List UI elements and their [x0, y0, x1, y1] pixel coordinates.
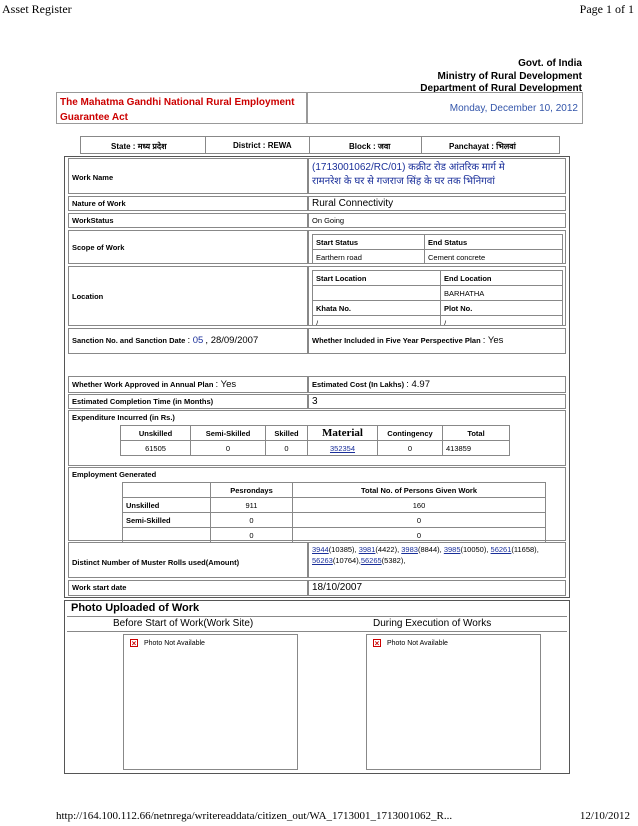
photo-heading: Photo Uploaded of Work [71, 602, 200, 614]
during-label: During Execution of Works [373, 618, 492, 629]
block-value: जवा [377, 142, 391, 151]
act-title-box [56, 92, 307, 124]
khata-label: Khata No. [313, 301, 441, 316]
exp-header-total: Total [443, 426, 510, 441]
muster-amount: (10385) [328, 545, 355, 554]
exp-value-total: 413859 [443, 441, 510, 456]
during-photo-frame [366, 634, 541, 770]
state-field [111, 141, 167, 152]
district-label: District : [233, 141, 266, 150]
emp-row-persons: 160 [293, 498, 546, 513]
end-location-label: End Location [441, 271, 563, 286]
sanction-no: 05 [192, 335, 204, 346]
before-label: Before Start of Work(Work Site) [113, 618, 254, 629]
gov-line-2: Ministry of Rural Development [437, 70, 582, 82]
report-date: Monday, December 10, 2012 [449, 103, 578, 114]
muster-roll-link[interactable]: 3981 [358, 545, 376, 554]
location-bar [80, 136, 560, 154]
plot-label: Plot No. [441, 301, 563, 316]
work-name-label: Work Name [68, 158, 308, 194]
annual-plan-label: Whether Work Approved in Annual Plan [72, 380, 214, 389]
sanction-label: Sanction No. and Sanction Date [72, 336, 186, 345]
emp-row-persons: 0 [293, 528, 546, 543]
block-label: Block : [349, 142, 376, 151]
five-year-value: Yes [487, 335, 504, 346]
emp-row-type: Unskilled [123, 498, 211, 513]
location-table-wrap [308, 266, 566, 326]
muster-roll-link[interactable]: 3983 [401, 545, 418, 554]
employment-label: Employment Generated [72, 470, 157, 479]
broken-image-icon: × [131, 639, 137, 648]
exp-value-skilled: 0 [266, 441, 308, 456]
footer-date: 12/10/2012 [579, 810, 630, 822]
scope-table [312, 234, 563, 264]
nature-value: Rural Connectivity [308, 196, 566, 211]
emp-row-type: Semi-Skilled [123, 513, 211, 528]
muster-roll-link[interactable]: 56263 [312, 555, 333, 565]
muster-amount: (4422) [375, 545, 398, 554]
muster-roll-link[interactable]: 3944 [312, 545, 329, 554]
page-header-left: Asset Register [2, 2, 72, 16]
sanction-date: 28/09/2007 [210, 335, 259, 346]
muster-label: Distinct Number of Muster Rolls used(Amount) [68, 542, 308, 578]
workstatus-label: WorkStatus [68, 213, 308, 228]
emp-row-persondays: 911 [211, 498, 293, 513]
gov-line-3: Department of Rural Development [420, 83, 582, 94]
start-location-value [313, 286, 441, 301]
date-box [307, 92, 583, 124]
act-title-line-1: The Mahatma Gandhi National Rural Employment [60, 97, 295, 108]
nature-label: Nature of Work [68, 196, 308, 211]
start-location-label: Start Location [313, 271, 441, 286]
scope-label: Scope of Work [68, 230, 308, 264]
page-header-right: Page 1 of 1 [579, 2, 634, 16]
emp-row-persondays: 0 [211, 513, 293, 528]
emp-row-persons: 0 [293, 513, 546, 528]
five-year-label: Whether Included in Five Year Perspective Plan [312, 336, 481, 345]
photo-na-text: Photo Not Available [143, 639, 205, 647]
exp-value-semiskilled: 0 [191, 441, 266, 456]
muster-amount: (11658) [511, 545, 537, 554]
sanction-cell: Sanction No. and Sanction Date : 05 , 28/09/2007 [68, 328, 308, 354]
expenditure-label: Expenditure Incurred (in Rs.) [72, 413, 175, 422]
location-table [312, 270, 563, 326]
before-photo-placeholder [130, 639, 205, 647]
expenditure-table [120, 425, 510, 456]
state-label: State : [111, 142, 136, 151]
muster-amount: (8844) [417, 545, 440, 554]
act-title-line-2: Guarantee Act [60, 112, 128, 123]
end-status-value: Cement concrete [425, 250, 563, 265]
emp-header-persons: Total No. of Persons Given Work [293, 483, 546, 498]
exp-value-material[interactable]: 352354 [308, 441, 378, 456]
gov-header [322, 58, 582, 96]
exp-header-material: Material [308, 426, 378, 441]
end-location-value: BARHATHA [441, 286, 563, 301]
before-photo-frame [123, 634, 298, 770]
estimated-cost-cell: Estimated Cost (In Lakhs) : 4.97 [308, 376, 566, 393]
exp-header-unskilled: Unskilled [121, 426, 191, 441]
exp-header-contingency: Contingency [378, 426, 443, 441]
start-status-value: Earthern road [313, 250, 425, 265]
during-photo-placeholder [373, 639, 448, 647]
plot-value: / [441, 316, 563, 327]
panchayat-field [449, 141, 516, 152]
state-value: मध्य प्रदेश [137, 142, 167, 151]
exp-header-semiskilled: Semi-Skilled [191, 426, 266, 441]
completion-label: Estimated Completion Time (in Months) [68, 394, 308, 409]
work-name-line-1: (1713001062/RC/01) कक्रीट रोड आंतरिक मार्ग मे [312, 162, 505, 173]
five-year-cell: Whether Included in Five Year Perspective Plan : Yes [308, 328, 566, 354]
gov-line-1: Govt. of India [518, 58, 582, 69]
emp-row-type [123, 528, 211, 543]
panchayat-value: भिलवां [496, 142, 516, 151]
muster-roll-link[interactable]: 3985 [443, 545, 461, 554]
muster-roll-link[interactable]: 56265 [360, 555, 382, 565]
khata-value: / [313, 316, 441, 327]
employment-table [122, 482, 546, 543]
district-value: REWA [267, 141, 292, 150]
exp-header-skilled: Skilled [266, 426, 308, 441]
block-field [349, 141, 390, 152]
photo-na-text: Photo Not Available [386, 639, 448, 647]
start-date-value: 18/10/2007 [308, 580, 566, 596]
district-field [233, 141, 292, 150]
muster-amount: (10764) [332, 555, 359, 565]
work-name-line-2: रामनरेश के घर से गजराज सिंह के घर तक भिनिगवां [312, 176, 495, 187]
location-label: Location [68, 266, 308, 326]
act-title [57, 93, 306, 127]
estimated-cost-label: Estimated Cost (In Lakhs) [312, 380, 405, 389]
work-name-value [308, 158, 566, 194]
broken-image-icon: × [374, 639, 380, 648]
emp-header-persondays: Pesrondays [211, 483, 293, 498]
muster-amount: (5382) [381, 555, 404, 565]
start-status-label: Start Status [313, 235, 425, 250]
footer-url: http://164.100.112.66/netnrega/writereaddata/citizen_out/WA_1713001_1713001062_R... [56, 810, 453, 822]
muster-roll-link[interactable]: 56261 [490, 545, 512, 554]
exp-value-unskilled: 61505 [121, 441, 191, 456]
muster-list: 3944(10385), 3981(4422), 3983(8844), 3985(10050), 56261(11658), 56263(10764),56265(5382), [308, 542, 566, 578]
annual-plan-cell: Whether Work Approved in Annual Plan : Yes [68, 376, 308, 393]
annual-plan-value: Yes [220, 379, 237, 390]
panchayat-label: Panchayat : [449, 142, 494, 151]
emp-row-persondays: 0 [211, 528, 293, 543]
estimated-cost-value: 4.97 [411, 379, 430, 390]
workstatus-value: On Going [308, 213, 566, 228]
start-date-label: Work start date [68, 580, 308, 596]
scope-table-wrap [308, 230, 566, 264]
end-status-label: End Status [425, 235, 563, 250]
muster-amount: (10050) [460, 545, 487, 554]
completion-value: 3 [308, 394, 566, 409]
exp-value-contingency: 0 [378, 441, 443, 456]
